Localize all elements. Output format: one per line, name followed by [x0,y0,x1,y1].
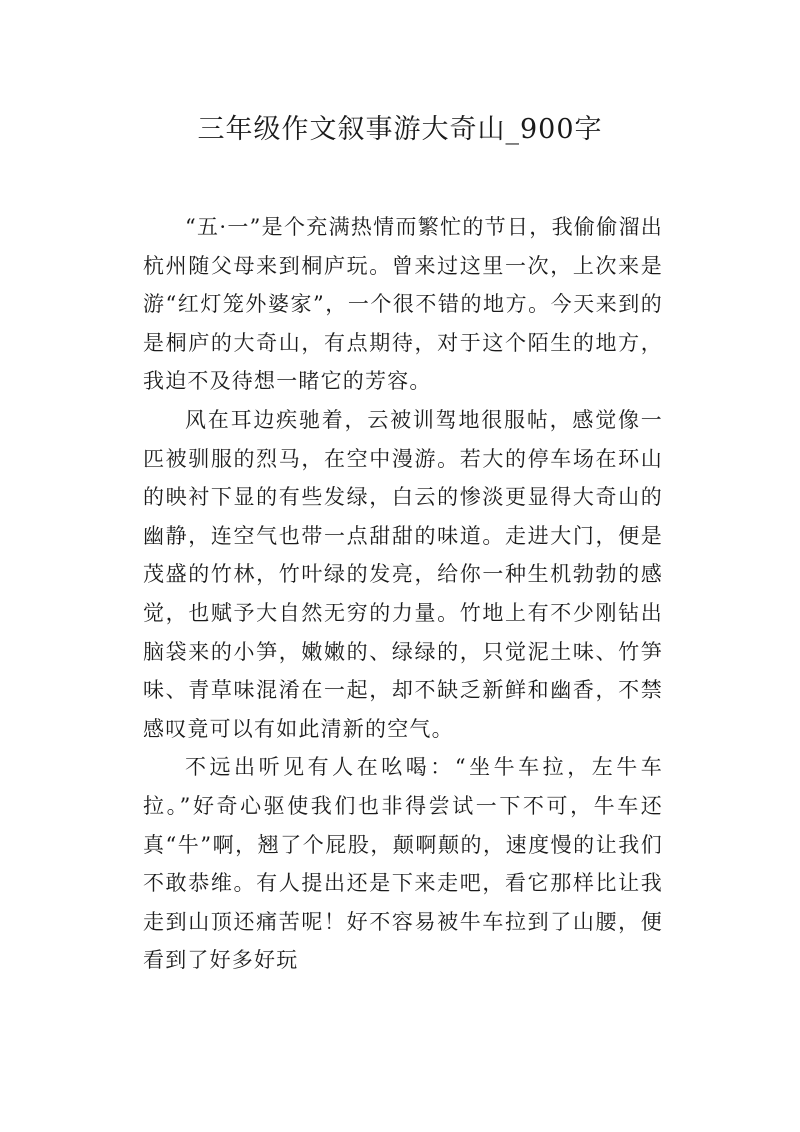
paragraph-1: “五·一”是个充满热情而繁忙的节日，我偷偷溜出杭州随父母来到桐庐玩。曾来过这里一次，上次来是游“红灯笼外婆家”，一个很不错的地方。今天来到的是桐庐的大奇山，有点期待，对于这个陌生的地方，我迫不及待想一睹它的芳容。 [143,215,663,394]
document-body [143,208,663,980]
paragraph-3: 不远出听见有人在吆喝：“坐牛车拉，左牛车拉。”好奇心驱使我们也非得尝试一下不可，牛车还真“牛”啊，翘了个屁股，颠啊颠的，速度慢的让我们不敢恭维。有人提出还是下来走吧，看它那样比让我走到山顶还痛苦呢！好不容易被牛车拉到了山腰，便看到了好多好玩 [143,755,663,973]
document-title: 三年级作文叙事游大奇山_900字 [197,114,603,145]
paragraph-2: 风在耳边疾驰着，云被训驾地很服帖，感觉像一匹被驯服的烈马，在空中漫游。若大的停车场在环山的映衬下显的有些发绿，白云的惨淡更显得大奇山的幽静，连空气也带一点甜甜的味道。走进大门，便是茂盛的竹林，竹叶绿的发亮，给你一种生机勃勃的感觉，也赋予大自然无穷的力量。竹地上有不少刚钻出脑袋来的小笋，嫩嫩的、绿绿的，只觉泥土味、竹笋味、青草味混淆在一起，却不缺乏新鲜和幽香，不禁感叹竟可以有如此清新的空气。 [143,407,663,741]
